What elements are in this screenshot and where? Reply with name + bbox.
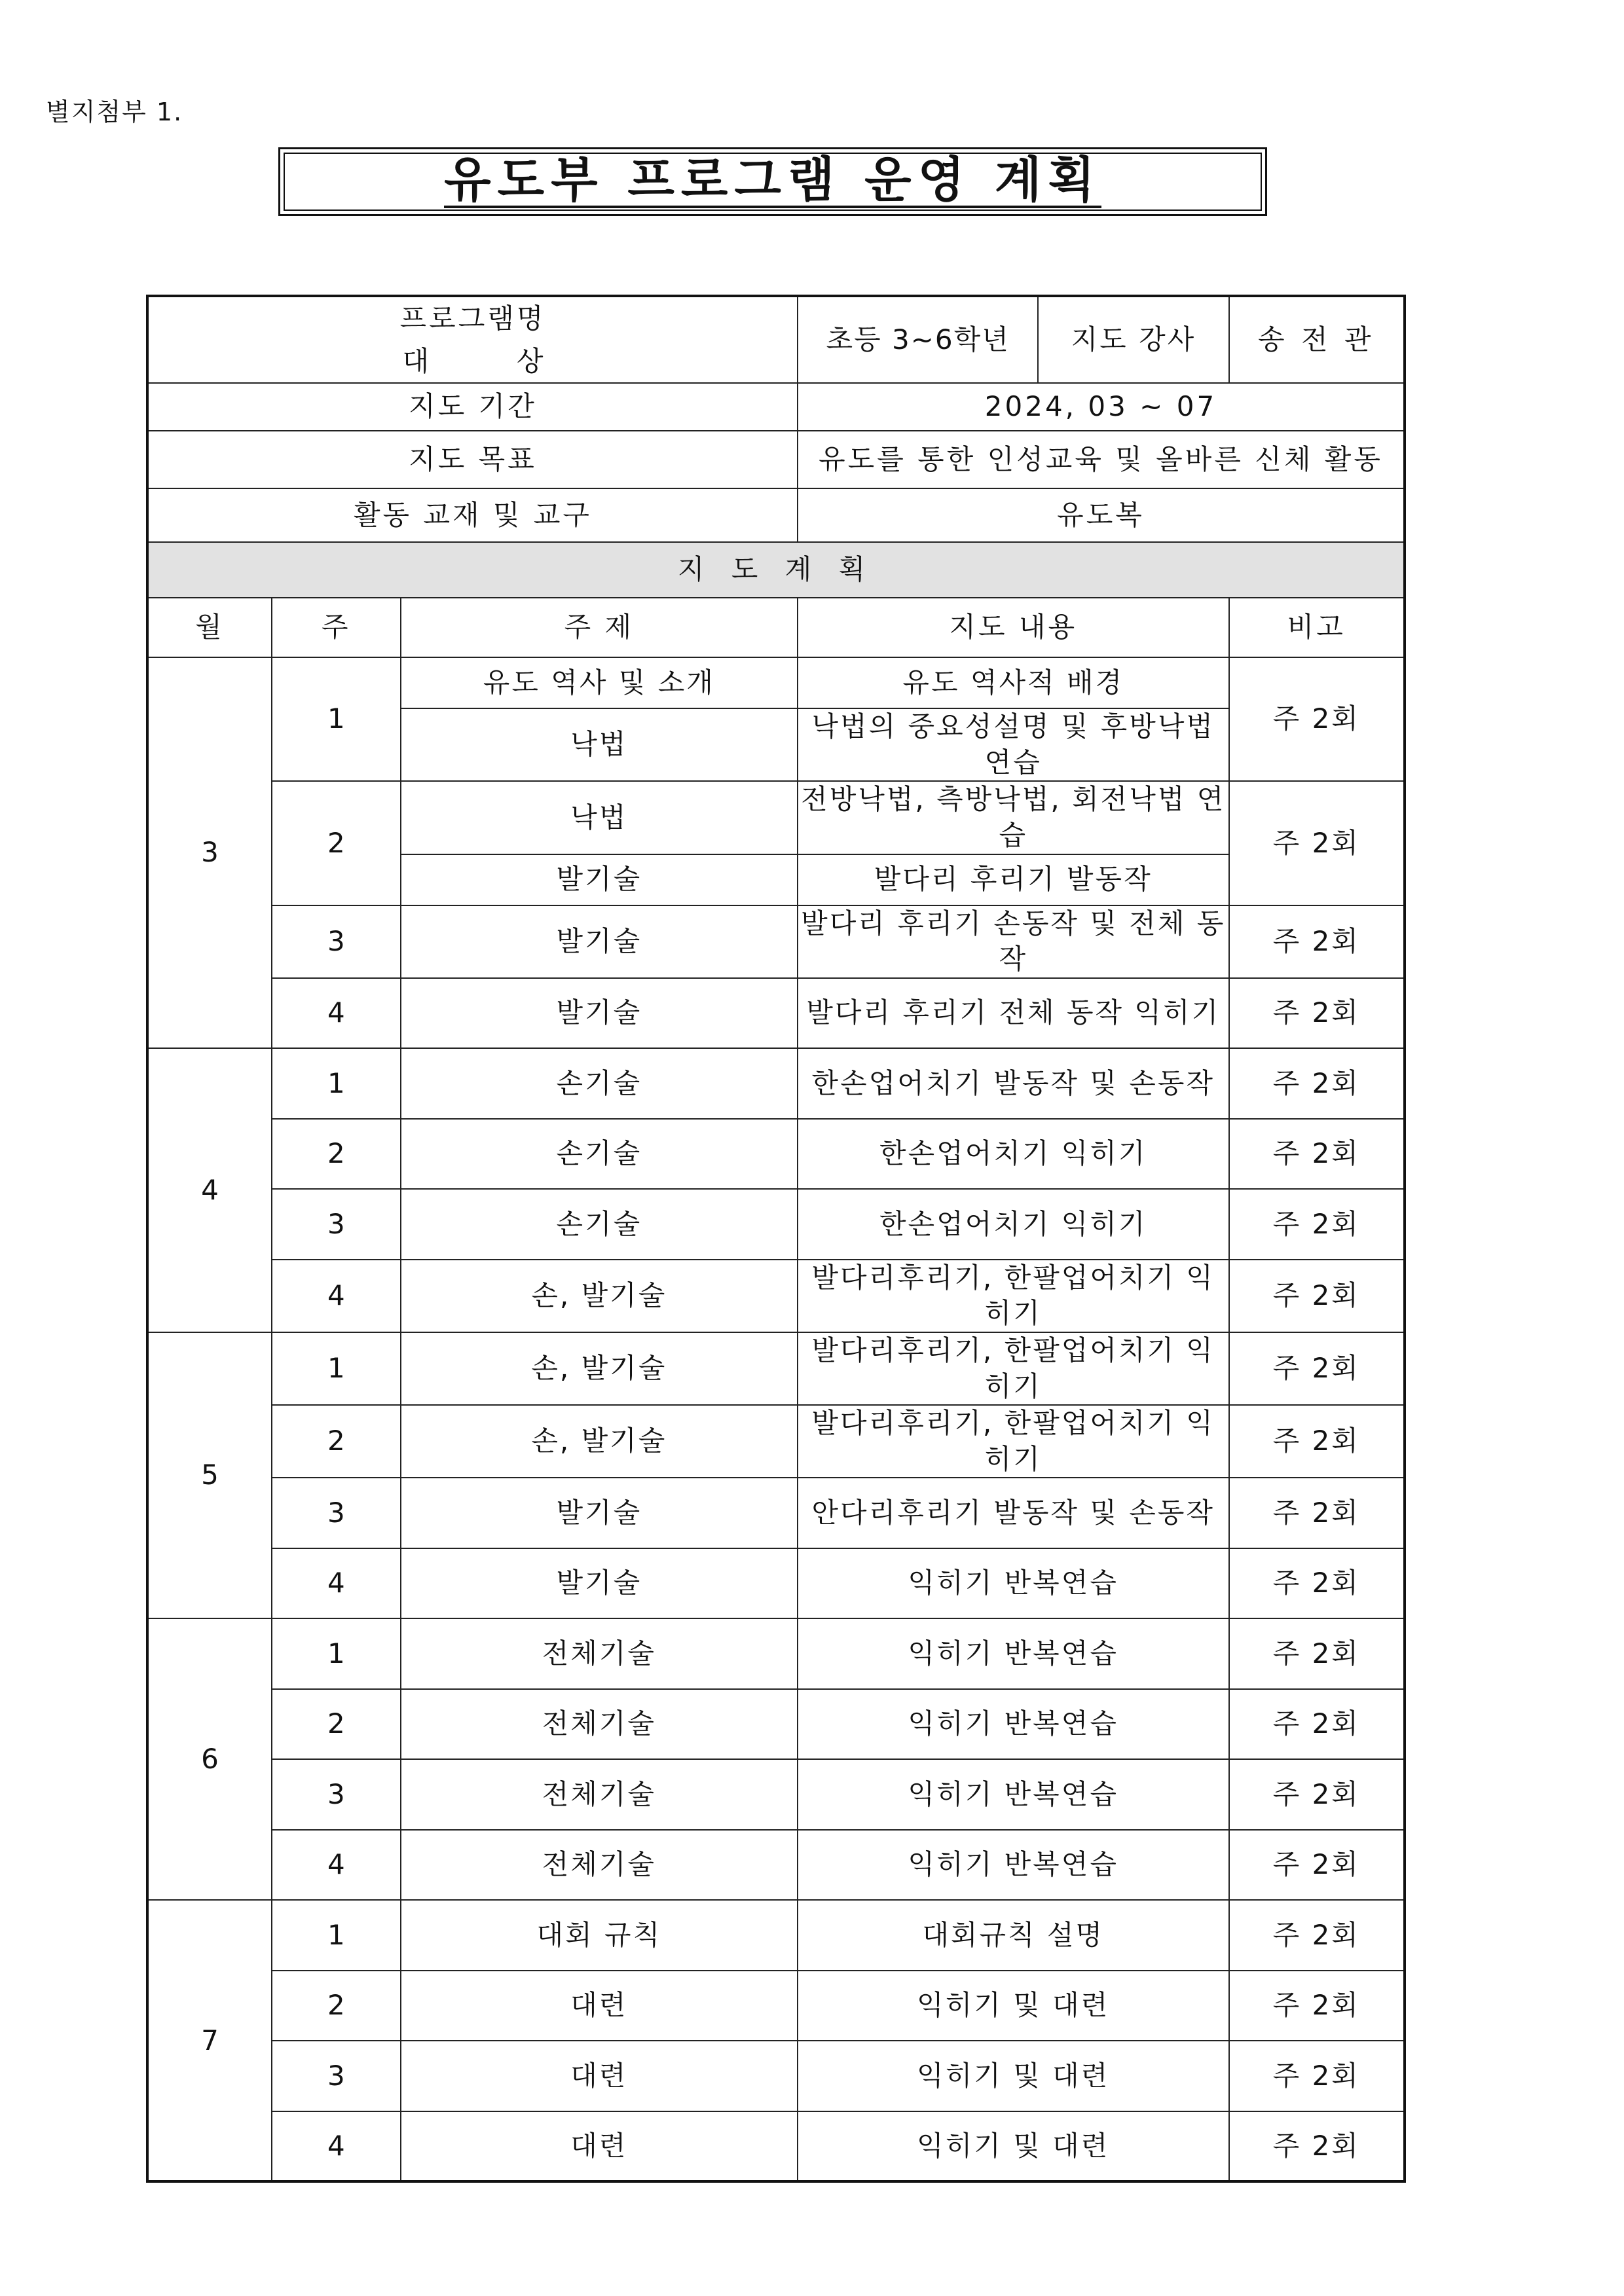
topic-cell: 손기술 (401, 1189, 798, 1260)
plan-row (147, 1405, 1405, 1478)
content-cell: 익히기 반복연습 (798, 1830, 1229, 1901)
note-cell: 주 2회 (1229, 781, 1405, 905)
plan-row (147, 781, 1405, 854)
plan-row (147, 1971, 1405, 2041)
content-cell: 안다리후리기 발동작 및 손동작 (798, 1478, 1229, 1548)
program-target-label-cell (147, 296, 798, 383)
col-header-note: 비고 (1229, 598, 1405, 657)
content-cell: 발다리후리기, 한팔업어치기 익히기 (798, 1260, 1229, 1332)
note-cell: 주 2회 (1229, 1971, 1405, 2041)
note-cell: 주 2회 (1229, 1900, 1405, 1971)
week-cell: 2 (272, 1689, 401, 1760)
note-cell: 주 2회 (1229, 1618, 1405, 1689)
content-cell: 발다리 후리기 전체 동작 익히기 (798, 978, 1229, 1049)
plan-row (147, 2111, 1405, 2182)
plan-row (147, 1478, 1405, 1548)
period-value: 2024, 03 ~ 07 (798, 383, 1405, 431)
note-cell: 주 2회 (1229, 2111, 1405, 2182)
topic-cell: 발기술 (401, 978, 798, 1049)
plan-row (147, 1048, 1405, 1119)
plan-section-title: 지 도 계 획 (147, 542, 1405, 598)
topic-cell: 대련 (401, 2041, 798, 2111)
plan-row (147, 2041, 1405, 2111)
week-cell: 3 (272, 1478, 401, 1548)
content-cell: 익히기 및 대련 (798, 1971, 1229, 2041)
topic-cell: 전체기술 (401, 1830, 798, 1901)
plan-row (147, 1332, 1405, 1405)
note-cell: 주 2회 (1229, 1119, 1405, 1190)
target-label-a: 대 (402, 345, 430, 378)
period-label: 지도 기간 (147, 383, 798, 431)
note-cell: 주 2회 (1229, 1260, 1405, 1332)
note-cell: 주 2회 (1229, 1048, 1405, 1119)
month-cell: 5 (147, 1332, 272, 1618)
topic-cell: 유도 역사 및 소개 (401, 657, 798, 708)
month-cell: 4 (147, 1048, 272, 1332)
week-cell: 4 (272, 2111, 401, 2182)
week-cell: 4 (272, 978, 401, 1049)
note-cell: 주 2회 (1229, 978, 1405, 1049)
content-cell: 한손업어치기 익히기 (798, 1119, 1229, 1190)
plan-row (147, 1119, 1405, 1190)
week-cell: 1 (272, 1048, 401, 1119)
note-cell: 주 2회 (1229, 905, 1405, 978)
content-cell: 발다리 후리기 손동작 및 전체 동작 (798, 905, 1229, 978)
content-cell: 익히기 반복연습 (798, 1689, 1229, 1760)
month-cell: 3 (147, 657, 272, 1048)
topic-cell: 대련 (401, 1971, 798, 2041)
plan-row (147, 1689, 1405, 1760)
topic-cell: 발기술 (401, 854, 798, 905)
week-cell: 3 (272, 2041, 401, 2111)
plan-row (147, 978, 1405, 1049)
week-cell: 1 (272, 657, 401, 781)
content-cell: 익히기 반복연습 (798, 1548, 1229, 1619)
topic-cell: 전체기술 (401, 1759, 798, 1830)
week-cell: 1 (272, 1332, 401, 1405)
topic-cell: 손, 발기술 (401, 1405, 798, 1478)
plan-row (147, 1900, 1405, 1971)
topic-cell: 낙법 (401, 708, 798, 781)
topic-cell: 대회 규칙 (401, 1900, 798, 1971)
content-cell: 익히기 반복연습 (798, 1618, 1229, 1689)
topic-cell: 손기술 (401, 1119, 798, 1190)
content-cell: 익히기 반복연습 (798, 1759, 1229, 1830)
note-cell: 주 2회 (1229, 2041, 1405, 2111)
week-cell: 3 (272, 1759, 401, 1830)
content-cell: 유도 역사적 배경 (798, 657, 1229, 708)
note-cell: 주 2회 (1229, 1759, 1405, 1830)
attachment-label: 별지첨부 1. (46, 98, 183, 126)
note-cell: 주 2회 (1229, 1405, 1405, 1478)
materials-label: 활동 교재 및 교구 (147, 488, 798, 542)
content-cell: 발다리 후리기 발동작 (798, 854, 1229, 905)
topic-cell: 대련 (401, 2111, 798, 2182)
note-cell: 주 2회 (1229, 657, 1405, 781)
col-header-content: 지도 내용 (798, 598, 1229, 657)
content-cell: 익히기 및 대련 (798, 2111, 1229, 2182)
week-cell: 3 (272, 905, 401, 978)
note-cell: 주 2회 (1229, 1830, 1405, 1901)
target-value: 초등 3~6학년 (798, 296, 1038, 383)
month-cell: 7 (147, 1900, 272, 2181)
col-header-topic: 주 제 (401, 598, 798, 657)
col-header-week: 주 (272, 598, 401, 657)
instructor-label: 지도 강사 (1038, 296, 1228, 383)
plan-row (147, 1260, 1405, 1332)
plan-row (147, 1830, 1405, 1901)
page-title: 유도부 프로그램 운영 계획 (444, 151, 1101, 208)
note-cell: 주 2회 (1229, 1332, 1405, 1405)
plan-body (147, 657, 1405, 2181)
topic-cell: 낙법 (401, 781, 798, 854)
topic-cell: 발기술 (401, 1548, 798, 1619)
goal-label: 지도 목표 (147, 431, 798, 488)
col-header-month: 월 (147, 598, 272, 657)
week-cell: 4 (272, 1830, 401, 1901)
month-cell: 6 (147, 1618, 272, 1900)
week-cell: 2 (272, 1119, 401, 1190)
title-box (278, 147, 1267, 216)
week-cell: 4 (272, 1260, 401, 1332)
content-cell: 대회규칙 설명 (798, 1900, 1229, 1971)
content-cell: 발다리후리기, 한팔업어치기 익히기 (798, 1332, 1229, 1405)
topic-cell: 발기술 (401, 905, 798, 978)
topic-cell: 전체기술 (401, 1618, 798, 1689)
content-cell: 익히기 및 대련 (798, 2041, 1229, 2111)
week-cell: 1 (272, 1900, 401, 1971)
instructor-value: 송 전 관 (1229, 296, 1405, 383)
plan-row (147, 1759, 1405, 1830)
week-cell: 4 (272, 1548, 401, 1619)
content-cell: 전방낙법, 측방낙법, 회전낙법 연습 (798, 781, 1229, 854)
materials-value: 유도복 (798, 488, 1405, 542)
program-plan-table (146, 295, 1406, 2183)
goal-value: 유도를 통한 인성교육 및 올바른 신체 활동 (798, 431, 1405, 488)
topic-cell: 발기술 (401, 1478, 798, 1548)
note-cell: 주 2회 (1229, 1689, 1405, 1760)
content-cell: 한손업어치기 발동작 및 손동작 (798, 1048, 1229, 1119)
plan-row (147, 657, 1405, 708)
plan-row (147, 1548, 1405, 1619)
content-cell: 한손업어치기 익히기 (798, 1189, 1229, 1260)
plan-row (147, 905, 1405, 978)
topic-cell: 손기술 (401, 1048, 798, 1119)
plan-row (147, 1618, 1405, 1689)
week-cell: 2 (272, 781, 401, 905)
topic-cell: 전체기술 (401, 1689, 798, 1760)
note-cell: 주 2회 (1229, 1478, 1405, 1548)
week-cell: 1 (272, 1618, 401, 1689)
note-cell: 주 2회 (1229, 1189, 1405, 1260)
target-label-b: 상 (516, 345, 544, 378)
content-cell: 낙법의 중요성설명 및 후방낙법 연습 (798, 708, 1229, 781)
note-cell: 주 2회 (1229, 1548, 1405, 1619)
topic-cell: 손, 발기술 (401, 1332, 798, 1405)
week-cell: 3 (272, 1189, 401, 1260)
week-cell: 2 (272, 1971, 401, 2041)
plan-row (147, 1189, 1405, 1260)
week-cell: 2 (272, 1405, 401, 1478)
program-name-label: 프로그램명 (399, 302, 546, 335)
content-cell: 발다리후리기, 한팔업어치기 익히기 (798, 1405, 1229, 1478)
topic-cell: 손, 발기술 (401, 1260, 798, 1332)
